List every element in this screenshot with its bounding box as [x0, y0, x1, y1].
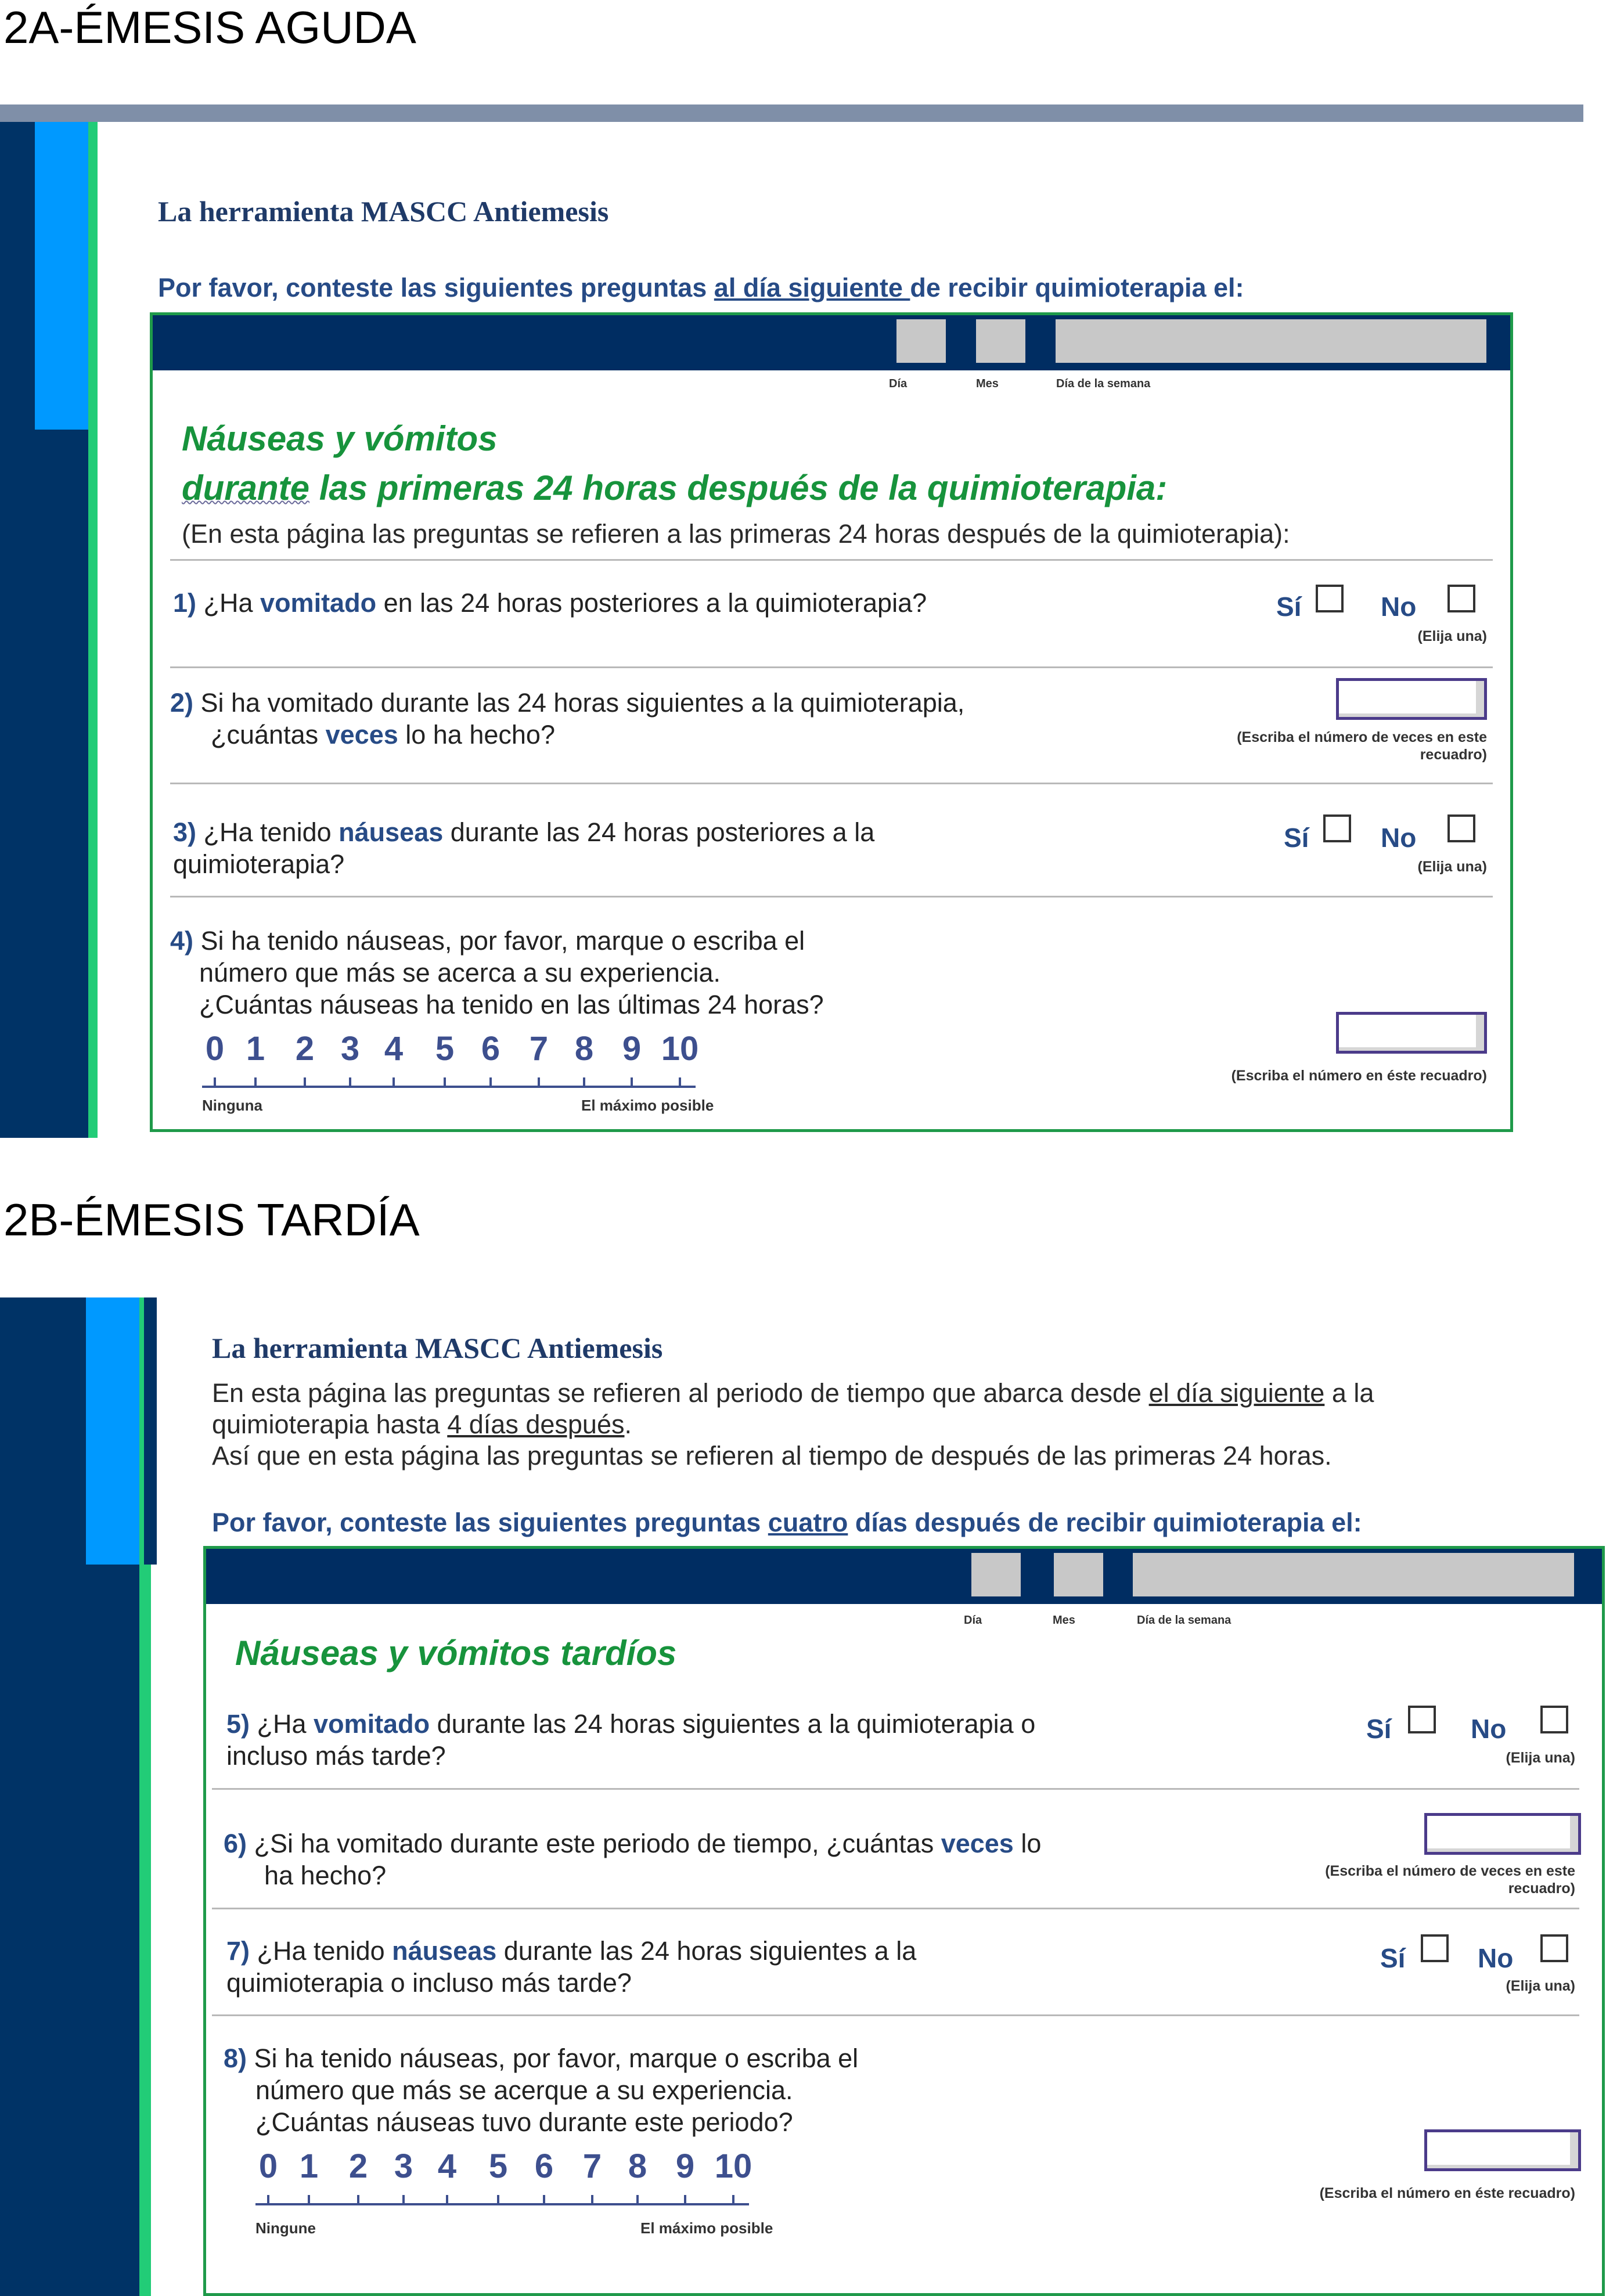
q7-yes-label: Sí	[1380, 1943, 1406, 1973]
q3-no-checkbox[interactable]	[1447, 814, 1475, 842]
scale-value-6[interactable]: 6	[481, 1030, 500, 1068]
form-a-box	[150, 312, 1513, 1132]
scale-value-10[interactable]: 10	[661, 1030, 699, 1068]
form-a-divider	[170, 896, 1493, 898]
form-b-green-strip-top	[139, 1297, 144, 1565]
q5-yes-label: Sí	[1366, 1714, 1392, 1744]
q6-times-input[interactable]	[1424, 1813, 1581, 1855]
scale-tick	[684, 2195, 686, 2204]
question-2: 2) Si ha vomitado durante las 24 horas siguientes a la quimioterapia, ¿cuántas veces lo ha hecho?	[170, 688, 965, 749]
q4-number-input[interactable]	[1336, 1012, 1487, 1054]
scale-tick	[402, 2195, 405, 2204]
scale-tick	[254, 1077, 257, 1087]
scale-value-6[interactable]: 6	[534, 2147, 554, 2185]
form-a-month-label: Mes	[976, 377, 999, 390]
q7-no-checkbox[interactable]	[1540, 1934, 1568, 1962]
scale-value-2[interactable]: 2	[295, 1030, 315, 1068]
scale-tick	[444, 1077, 446, 1087]
q4-number-hint: (Escriba el número en éste recuadro)	[1231, 1068, 1487, 1084]
form-a-section-title-line1: Náuseas y vómitos	[182, 419, 498, 458]
scale-value-2[interactable]: 2	[348, 2147, 368, 2185]
form-a-day-field[interactable]	[896, 319, 946, 363]
scale-value-8[interactable]: 8	[628, 2147, 647, 2185]
q2-times-input[interactable]	[1336, 678, 1487, 720]
form-b-box	[203, 1546, 1605, 2296]
form-b-day-field[interactable]	[971, 1553, 1021, 1596]
scale-max-label: El máximo posible	[581, 1097, 714, 1114]
scale-value-5[interactable]: 5	[488, 2147, 508, 2185]
question-8: 8) Si ha tenido náuseas, por favor, marque o escriba el número que más se acerque a su experiencia. ¿Cuántas náuseas tuvo durante este periodo?	[224, 2043, 859, 2137]
form-b-day-label: Día	[964, 1614, 982, 1627]
q1-no-checkbox[interactable]	[1447, 585, 1475, 612]
scale-value-8[interactable]: 8	[574, 1030, 594, 1068]
scale-tick	[446, 2195, 448, 2204]
form-b-tool-title: La herramienta MASCC Antiemesis	[212, 1332, 663, 1364]
form-a-day-label: Día	[889, 377, 908, 390]
scale-value-3[interactable]: 3	[394, 2147, 413, 2185]
scale-value-3[interactable]: 3	[340, 1030, 360, 1068]
scale-value-0[interactable]: 0	[258, 2147, 278, 2185]
form-b-instruction: Por favor, conteste las siguientes preguntas cuatro días después de recibir quimioterapia el:	[212, 1508, 1362, 1537]
scale-tick	[591, 2195, 593, 2204]
question-4: 4) Si ha tenido náuseas, por favor, marque o escriba el número que más se acerca a su experiencia. ¿Cuántas náuseas ha tenido en las últimas 24 horas?	[170, 926, 824, 1019]
q1-choose-one-hint: (Elija una)	[1417, 628, 1487, 644]
form-b-intro: En esta página las preguntas se refieren al periodo de tiempo que abarca desde el día siguiente a la quimioterapia hasta 4 días después. Así que en esta página las preguntas se refieren al tiempo de después de las primeras 24 horas.	[212, 1378, 1374, 1470]
form-b-blue-strip	[86, 1297, 139, 1565]
form-b-divider	[212, 1908, 1579, 1909]
form-b-nausea-scale[interactable]	[255, 2147, 752, 2214]
form-b-section-title: Náuseas y vómitos tardíos	[235, 1634, 677, 1673]
scale-tick	[267, 2195, 269, 2204]
question-7: 7) ¿Ha tenido náuseas durante las 24 horas siguientes a la quimioterapia o incluso más tarde?	[226, 1936, 917, 1998]
form-a-instruction: Por favor, conteste las siguientes preguntas al día siguiente de recibir quimioterapia el:	[158, 273, 1244, 302]
scale-value-1[interactable]: 1	[299, 2147, 319, 2185]
scale-min-label: Ningune	[255, 2219, 316, 2237]
form-a-weekday-label: Día de la semana	[1056, 377, 1151, 390]
form-a-section-note: (En esta página las preguntas se refieren a las primeras 24 horas después de la quimioterapia):	[182, 519, 1290, 549]
scale-tick	[349, 1077, 351, 1087]
scale-value-7[interactable]: 7	[529, 1030, 549, 1068]
form-a-tool-title: La herramienta MASCC Antiemesis	[158, 195, 609, 228]
scale-value-4[interactable]: 4	[437, 2147, 457, 2185]
scale-tick	[304, 1077, 306, 1087]
form-a-nausea-scale[interactable]	[202, 1030, 699, 1096]
q7-yes-checkbox[interactable]	[1421, 1934, 1449, 1962]
form-a-green-strip	[88, 122, 98, 1138]
question-3: 3) ¿Ha tenido náuseas durante las 24 horas posteriores a la quimioterapia?	[173, 817, 875, 879]
form-a-right-margin	[1583, 104, 1586, 1138]
scale-tick	[636, 2195, 639, 2204]
form-b-green-strip	[139, 1565, 151, 2296]
q3-choose-one-hint: (Elija una)	[1417, 859, 1487, 875]
form-b-divider	[212, 2014, 1579, 2016]
scale-value-10[interactable]: 10	[714, 2147, 752, 2185]
scale-value-7[interactable]: 7	[582, 2147, 602, 2185]
scale-tick	[393, 1077, 395, 1087]
scale-max-label: El máximo posible	[640, 2219, 773, 2237]
scale-tick	[497, 2195, 499, 2204]
q7-no-label: No	[1478, 1943, 1514, 1973]
q5-choose-one-hint: (Elija una)	[1506, 1750, 1575, 1766]
scale-min-label: Ninguna	[202, 1097, 262, 1114]
scale-tick	[631, 1077, 633, 1087]
scale-value-0[interactable]: 0	[205, 1030, 225, 1068]
q2-times-hint: (Escriba el número de veces en este recuadro)	[1237, 729, 1487, 763]
form-a-image	[0, 104, 1586, 1138]
q5-no-label: No	[1471, 1714, 1507, 1744]
scale-value-5[interactable]: 5	[435, 1030, 455, 1068]
q3-no-label: No	[1381, 823, 1417, 853]
scale-tick	[732, 2195, 734, 2204]
scale-tick	[489, 1077, 492, 1087]
q1-yes-checkbox[interactable]	[1316, 585, 1344, 612]
form-b-month-field[interactable]	[1054, 1553, 1103, 1596]
q8-number-hint: (Escriba el número en éste recuadro)	[1319, 2185, 1575, 2201]
scale-tick	[538, 1077, 540, 1087]
form-b-weekday-field[interactable]	[1133, 1553, 1574, 1596]
q1-no-label: No	[1381, 592, 1417, 622]
scale-axis	[202, 1086, 696, 1088]
form-a-blue-strip	[35, 122, 90, 430]
q1-yes-label: Sí	[1276, 592, 1302, 622]
form-b-month-label: Mes	[1053, 1614, 1075, 1627]
scale-value-9[interactable]: 9	[675, 2147, 695, 2185]
q5-yes-checkbox[interactable]	[1408, 1706, 1436, 1733]
form-a-divider	[170, 559, 1493, 561]
scale-value-1[interactable]: 1	[246, 1030, 265, 1068]
scale-tick	[583, 1077, 585, 1087]
question-1: 1) ¿Ha vomitado en las 24 horas posteriores a la quimioterapia?	[173, 588, 927, 618]
question-5: 5) ¿Ha vomitado durante las 24 horas siguientes a la quimioterapia o incluso más tarde?	[226, 1709, 1036, 1771]
scale-axis	[255, 2203, 749, 2205]
form-a-weekday-field[interactable]	[1056, 319, 1486, 363]
section-a-heading: 2A-ÉMESIS AGUDA	[3, 2, 416, 53]
form-a-month-field[interactable]	[976, 319, 1025, 363]
form-b-divider	[212, 1788, 1579, 1790]
scale-value-4[interactable]: 4	[384, 1030, 404, 1068]
q6-times-hint: (Escriba el número de veces en este recuadro)	[1325, 1863, 1575, 1897]
scale-tick	[308, 2195, 310, 2204]
q7-choose-one-hint: (Elija una)	[1506, 1978, 1575, 1994]
scale-value-9[interactable]: 9	[622, 1030, 642, 1068]
form-b-weekday-label: Día de la semana	[1137, 1614, 1231, 1627]
section-b-heading: 2B-ÉMESIS TARDÍA	[3, 1194, 420, 1245]
form-a-top-bar	[0, 104, 1586, 122]
scale-tick	[214, 1077, 216, 1087]
q3-yes-label: Sí	[1284, 823, 1309, 853]
scale-tick	[679, 1077, 681, 1087]
q5-no-checkbox[interactable]	[1540, 1706, 1568, 1733]
form-a-divider	[170, 783, 1493, 784]
q3-yes-checkbox[interactable]	[1323, 814, 1351, 842]
scale-tick	[543, 2195, 545, 2204]
form-b-image	[0, 1297, 1606, 2296]
q8-number-input[interactable]	[1424, 2129, 1581, 2171]
form-a-divider	[170, 666, 1493, 668]
form-a-section-title-line2: durante las primeras 24 horas después de la quimioterapia:	[182, 468, 1168, 507]
scale-tick	[357, 2195, 359, 2204]
question-6: 6) ¿Si ha vomitado durante este periodo de tiempo, ¿cuántas veces lo ha hecho?	[224, 1829, 1042, 1890]
